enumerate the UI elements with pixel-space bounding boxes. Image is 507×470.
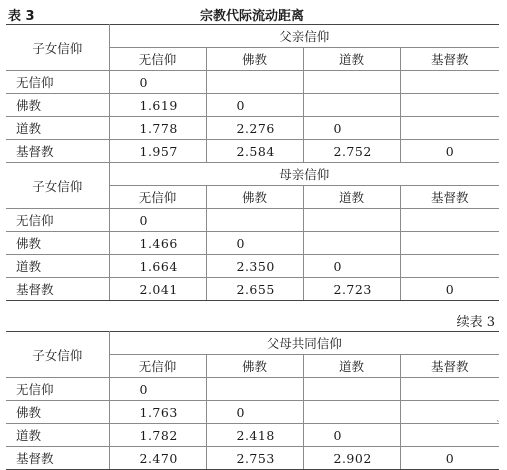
table-cell: 1.664 — [109, 255, 206, 278]
table-cell — [303, 209, 400, 232]
column-header: 佛教 — [206, 355, 303, 378]
section-header-row — [6, 25, 499, 48]
table-cell: 0 — [206, 232, 303, 255]
distance-table-part-1 — [6, 24, 499, 301]
row-label: 无信仰 — [6, 209, 109, 232]
table-cell — [400, 401, 499, 424]
table-title: 宗教代际流动距离 — [200, 9, 305, 24]
table-row — [6, 71, 499, 94]
row-label: 无信仰 — [6, 71, 109, 94]
table-row — [6, 255, 499, 278]
section-header-row — [6, 163, 499, 186]
row-label: 佛教 — [6, 94, 109, 117]
row-label: 道教 — [6, 255, 109, 278]
table-cell: 2.418 — [206, 424, 303, 447]
table-cell: 2.753 — [206, 447, 303, 470]
column-header: 基督教 — [400, 48, 499, 71]
table-row — [6, 117, 499, 140]
table-cell: 0 — [109, 209, 206, 232]
table-cell — [303, 378, 400, 401]
table-row — [6, 140, 499, 163]
table-cell — [400, 94, 499, 117]
table-cell — [400, 71, 499, 94]
table-row — [6, 401, 499, 424]
table-cell — [303, 232, 400, 255]
table-cell — [303, 94, 400, 117]
table-cell: 2.655 — [206, 278, 303, 301]
table-cell: 1.466 — [109, 232, 206, 255]
table-cell: 2.470 — [109, 447, 206, 470]
table-number: 表 3 — [8, 9, 35, 24]
distance-table-part-2 — [6, 331, 499, 470]
table-cell — [400, 424, 499, 447]
column-header: 无信仰 — [109, 355, 206, 378]
table-row — [6, 378, 499, 401]
table-cell: 2.350 — [206, 255, 303, 278]
table-cell — [206, 209, 303, 232]
table-cell: 0 — [206, 94, 303, 117]
table-row — [6, 232, 499, 255]
table-cell — [303, 71, 400, 94]
table-cell: 0 — [400, 447, 499, 470]
table-cell — [206, 378, 303, 401]
table-cell — [303, 401, 400, 424]
row-label: 无信仰 — [6, 378, 109, 401]
table-cell: 1.782 — [109, 424, 206, 447]
table-cell: 2.723 — [303, 278, 400, 301]
parent-faith-group: 父亲信仰 — [109, 25, 499, 48]
row-label: 道教 — [6, 117, 109, 140]
table-row — [6, 94, 499, 117]
row-label: 基督教 — [6, 140, 109, 163]
table-cell: 0 — [303, 255, 400, 278]
parent-faith-group: 父母共同信仰 — [109, 332, 499, 355]
margin-mark: ˋ — [496, 421, 501, 431]
table-row — [6, 278, 499, 301]
parent-faith-group: 母亲信仰 — [109, 163, 499, 186]
table-cell — [400, 378, 499, 401]
table-cell: 0 — [303, 117, 400, 140]
row-label: 佛教 — [6, 232, 109, 255]
row-label: 佛教 — [6, 401, 109, 424]
table-cell: 2.584 — [206, 140, 303, 163]
table-cell: 1.619 — [109, 94, 206, 117]
table-cell — [400, 117, 499, 140]
table-cell — [400, 255, 499, 278]
table-cell: 1.763 — [109, 401, 206, 424]
table-cell: 2.902 — [303, 447, 400, 470]
table-title-row — [0, 2, 507, 24]
table-row — [6, 209, 499, 232]
row-label: 基督教 — [6, 278, 109, 301]
table-cell: 2.041 — [109, 278, 206, 301]
table-cell: 2.752 — [303, 140, 400, 163]
continued-label: 续表 3 — [456, 315, 495, 330]
table-cell: 1.778 — [109, 117, 206, 140]
table-cell — [206, 71, 303, 94]
table-cell: 1.957 — [109, 140, 206, 163]
table-cell: 0 — [303, 424, 400, 447]
column-header: 道教 — [303, 186, 400, 209]
column-header: 基督教 — [400, 186, 499, 209]
table-cell: 0 — [400, 278, 499, 301]
column-header: 基督教 — [400, 355, 499, 378]
table-cell: 0 — [109, 378, 206, 401]
corner-label: 子女信仰 — [6, 332, 109, 378]
table-cell — [400, 209, 499, 232]
section-header-row — [6, 332, 499, 355]
corner-label: 子女信仰 — [6, 25, 109, 71]
row-label: 基督教 — [6, 447, 109, 470]
table-cell: 0 — [109, 71, 206, 94]
table-row — [6, 447, 499, 470]
table-cell: 0 — [206, 401, 303, 424]
table-cell: 2.276 — [206, 117, 303, 140]
table-cell — [400, 232, 499, 255]
column-header: 佛教 — [206, 186, 303, 209]
column-header: 佛教 — [206, 48, 303, 71]
corner-label: 子女信仰 — [6, 163, 109, 209]
row-label: 道教 — [6, 424, 109, 447]
column-header: 无信仰 — [109, 186, 206, 209]
table-cell: 0 — [400, 140, 499, 163]
column-header: 道教 — [303, 355, 400, 378]
column-header: 无信仰 — [109, 48, 206, 71]
table-row — [6, 424, 499, 447]
column-header: 道教 — [303, 48, 400, 71]
